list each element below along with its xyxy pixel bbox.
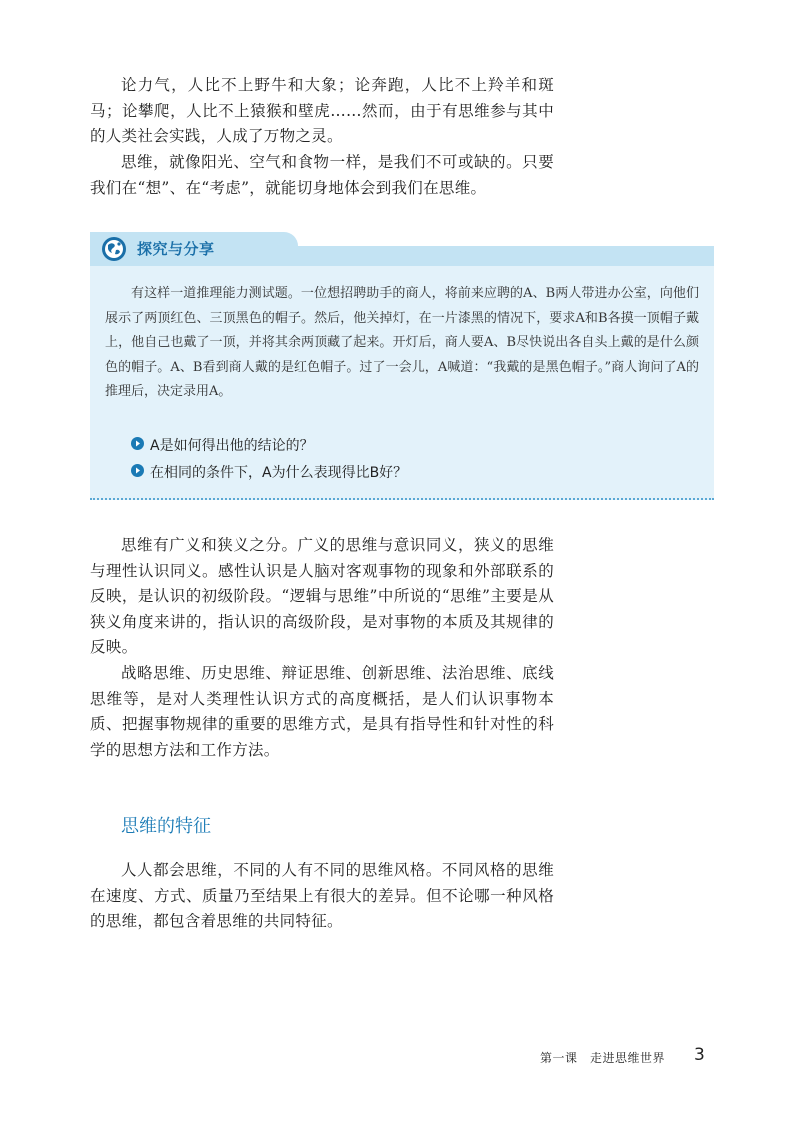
arrow-bullet-icon [131, 464, 144, 477]
explore-title: 探究与分享 [137, 240, 215, 258]
body-paragraph-4: 战略思维、历史思维、辩证思维、创新思维、法治思维、底线思维等，是对人类理性认识方式的高度概括，是人们认识事物本质、把握事物规律的重要的思维方式，是具有指导性和针对性的科学的思想方法和工作方法。 [90, 664, 554, 759]
explore-globe-icon [101, 236, 127, 262]
body-paragraph-5: 人人都会思维，不同的人有不同的思维风格。不同风格的思维在速度、方式、质量乃至结果上有很大的差异。但不论哪一种风格的思维，都包含着思维的共同特征。 [90, 861, 554, 931]
explore-header-strip [298, 246, 714, 266]
explore-story: 有这样一道推理能力测试题。一位想招聘助手的商人，将前来应聘的A、B两人带进办公室，向他们展示了两顶红色、三顶黑色的帽子。然后，他关掉灯，在一片漆黑的情况下，要求A和B各摸一顶帽子戴上，他自己也戴了一顶，并将其余两顶藏了起来。开灯后，商人要A、B尽快说出各自头上戴的是什么颜色的帽子。A、B看到商人戴的是红色帽子。过了一会儿，A喊道：“我戴的是黑色帽子。”商人询问了A的推理后，决定录用A。 [105, 286, 699, 399]
arrow-bullet-icon [131, 437, 144, 450]
footer-chapter: 第一课 走进思维世界 [540, 1051, 666, 1065]
body-paragraph-2: 思维，就像阳光、空气和食物一样，是我们不可或缺的。只要我们在“想”、在“考虑”，就能切身地体会到我们在思维。 [90, 153, 554, 197]
body-paragraph-1: 论力气，人比不上野牛和大象；论奔跑，人比不上羚羊和斑马；论攀爬，人比不上猿猴和壁虎……然而，由于有思维参与其中的人类社会实践，人成了万物之灵。 [90, 76, 554, 146]
explore-question-text: 在相同的条件下，A为什么表现得比B好？ [150, 465, 408, 481]
section-heading: 思维的特征 [121, 816, 211, 837]
page-number: 3 [694, 1045, 705, 1065]
explore-question-text: A是如何得出他的结论的？ [150, 438, 314, 454]
explore-question-1 [133, 435, 314, 455]
explore-question-2 [133, 462, 407, 482]
body-paragraph-3: 思维有广义和狭义之分。广义的思维与意识同义，狭义的思维与理性认识同义。感性认识是人脑对客观事物的现象和外部联系的反映，是认识的初级阶段。“逻辑与思维”中所说的“思维”主要是从狭义角度来讲的，指认识的高级阶段，是对事物的本质及其规律的反映。 [90, 536, 554, 657]
